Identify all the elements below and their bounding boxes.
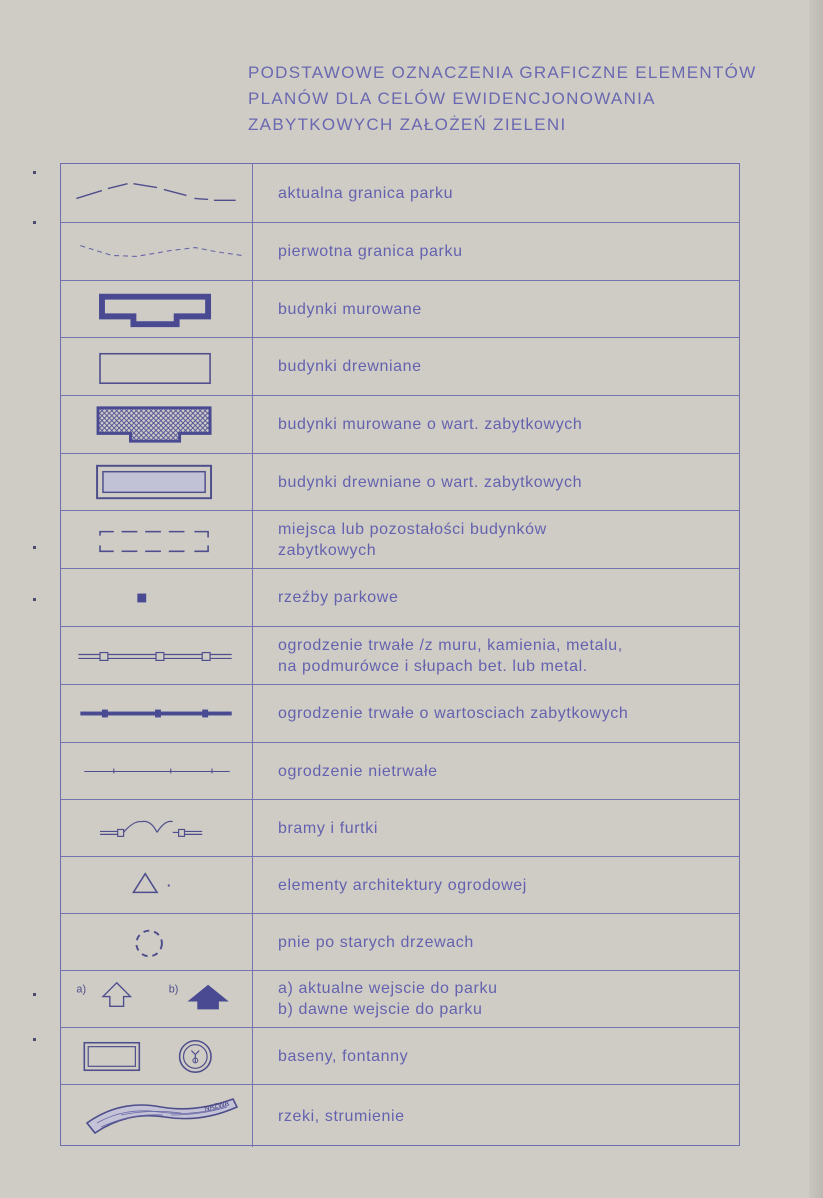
masonry-building-icon: [61, 281, 253, 337]
legend-row: [61, 971, 739, 1028]
legend-symbol: [61, 454, 253, 510]
stump-circle-icon: [61, 914, 253, 970]
legend-row: [61, 223, 739, 281]
legend-symbol: [61, 914, 253, 970]
current-entrance-arrow-icon: [103, 983, 131, 1007]
legend-row: [61, 1028, 739, 1085]
legend-table: [60, 163, 740, 1146]
legend-row: [61, 627, 739, 685]
temporary-fence-icon: [61, 743, 253, 799]
margin-mark: [33, 221, 36, 224]
legend-row: [61, 800, 739, 857]
page-title: [248, 60, 808, 138]
legend-symbol: [61, 627, 253, 684]
legend-row: [61, 396, 739, 454]
legend-symbol: [61, 164, 253, 222]
sculpture-icon: [61, 569, 253, 626]
legend-text: ogrodzenie nietrwałe: [278, 762, 438, 780]
legend-text-2: zabytkowych: [278, 541, 377, 559]
permanent-fence-icon: [61, 627, 253, 684]
legend-symbol: [61, 281, 253, 337]
building-remains-icon: [61, 511, 253, 568]
historic-masonry-building-icon: [61, 396, 253, 453]
former-entrance-arrow-icon: [187, 985, 228, 1010]
legend-text: budynki murowane o wart. zabytkowych: [278, 416, 583, 433]
legend-text: budynki drewniane: [278, 358, 422, 375]
legend-text: aktualna granica parku: [278, 184, 454, 202]
legend-text: ogrodzenie trwałe /z muru, kamienia, metalu,: [278, 636, 623, 654]
legend-symbol: [61, 743, 253, 799]
margin-mark: [33, 598, 36, 601]
legend-text: miejsca lub pozostałości budynków: [278, 520, 547, 538]
legend-text: rzeźby parkowe: [278, 589, 399, 606]
paper-edge: [809, 0, 823, 1198]
legend-text: ogrodzenie trwałe o wartosciach zabytkowych: [278, 705, 629, 722]
legend-text: rzeki, strumienie: [278, 1107, 405, 1125]
legend-row: [61, 685, 739, 743]
legend-text-2: b) dawne wejscie do parku: [278, 1001, 483, 1018]
title-line-2: PLANÓW DLA CELÓW EWIDENCJONOWANIA: [248, 89, 656, 108]
margin-mark: [33, 1038, 36, 1041]
legend-symbol: [61, 511, 253, 568]
river-icon: [61, 1085, 253, 1147]
entrance-arrows-icon: [61, 971, 253, 1027]
legend-symbol: [61, 1028, 253, 1084]
legend-symbol: [61, 569, 253, 626]
legend-symbol: [61, 1085, 253, 1147]
legend-row: [61, 914, 739, 971]
label-a: a): [76, 983, 87, 996]
pool-fountain-icon: [61, 1028, 253, 1084]
legend-text: a) aktualne wejscie do parku: [278, 980, 498, 997]
historic-fence-icon: [61, 685, 253, 742]
margin-mark: [33, 546, 36, 549]
wooden-building-icon: [61, 338, 253, 395]
legend-row: [61, 281, 739, 338]
legend-row: [61, 164, 739, 223]
solid-dashed-line-icon: [61, 164, 253, 222]
legend-row: [61, 743, 739, 800]
margin-mark: [33, 171, 36, 174]
legend-symbol: [61, 800, 253, 856]
legend-text-2: na podmurówce i słupach bet. lub metal.: [278, 657, 588, 675]
legend-row: [61, 511, 739, 569]
legend-symbol: [61, 857, 253, 913]
legend-row: [61, 569, 739, 627]
legend-symbol: [61, 685, 253, 742]
legend-text: baseny, fontanny: [278, 1047, 409, 1065]
triangle-icon: [61, 857, 253, 913]
title-line-3: ZABYTKOWYCH ZAŁOŻEŃ ZIELENI: [248, 115, 567, 134]
legend-row: [61, 857, 739, 914]
title-line-1: PODSTAWOWE OZNACZENIA GRAFICZNE ELEMENTÓW: [248, 63, 757, 82]
legend-text: elementy architektury ogrodowej: [278, 876, 527, 894]
historic-wooden-building-icon: [61, 454, 253, 510]
margin-mark: [33, 993, 36, 996]
legend-symbol: [61, 223, 253, 280]
legend-symbol: [61, 338, 253, 395]
legend-text: budynki drewniane o wart. zabytkowych: [278, 473, 583, 491]
fountain-icon: [180, 1041, 211, 1072]
label-b: b): [168, 983, 179, 996]
legend-symbol: [61, 971, 253, 1027]
legend-row: [61, 338, 739, 396]
legend-text: pnie po starych drzewach: [278, 933, 474, 951]
legend-text: bramy i furtki: [278, 819, 378, 837]
legend-text: pierwotna granica parku: [278, 243, 463, 260]
legend-row: [61, 1085, 739, 1147]
gate-icon: [61, 800, 253, 856]
river-name-label: NAZWA: [203, 1100, 230, 1113]
legend-row: [61, 454, 739, 511]
fine-dashed-line-icon: [61, 223, 253, 280]
legend-symbol: [61, 396, 253, 453]
legend-text: budynki murowane: [278, 300, 422, 318]
